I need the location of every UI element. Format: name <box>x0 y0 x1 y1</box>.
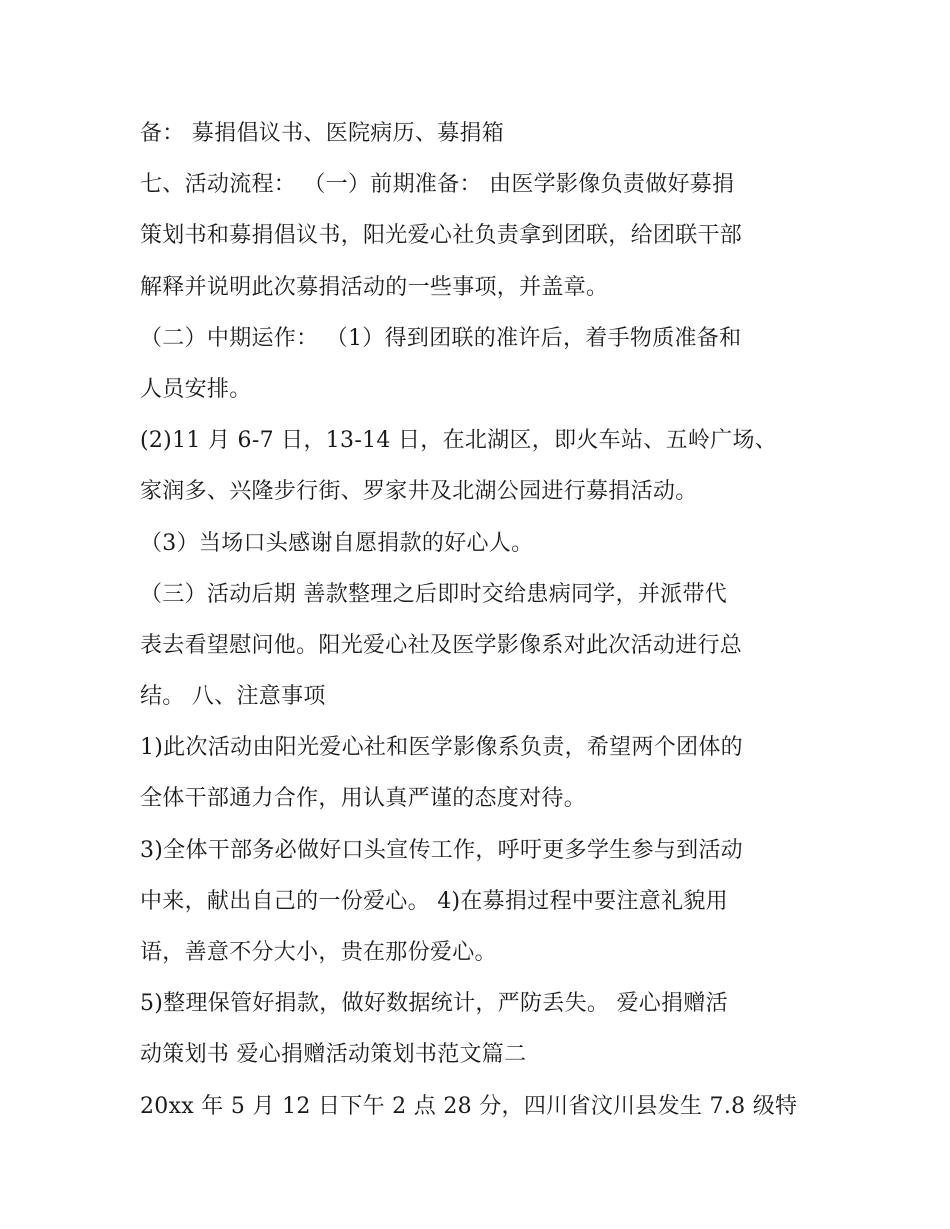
text-line: 1)此次活动由阳光爱心社和医学影像系负责，希望两个团体的 <box>140 735 743 761</box>
text-line: 5)整理保管好捐款，做好数据统计，严防丢失。 爱心捐赠活 <box>140 991 728 1017</box>
text-line: 3)全体干部务必做好口头宣传工作，呼吁更多学生参与到活动 <box>140 837 743 863</box>
text-line: 七、活动流程： （一）前期准备： 由医学影像负责做好募捐 <box>140 172 735 198</box>
text-line: 语，善意不分大小，贵在那份爱心。 <box>140 940 497 965</box>
text-line: 动策划书 爱心捐赠活动策划书范文篇二 <box>140 1042 527 1068</box>
text-line: 备： 募捐倡议书、医院病历、募捐箱 <box>140 121 505 146</box>
text-line: 全体干部通力合作，用认真严谨的态度对待。 <box>140 786 587 812</box>
text-line: 人员安排。 <box>140 376 252 402</box>
text-line: （三）活动后期 善款整理之后即时交给患病同学，并派带代 <box>140 581 728 607</box>
document-body <box>140 108 830 1132</box>
text-line: 结。 八、注意事项 <box>140 684 326 710</box>
text-line: 20xx 年 5 月 12 日下午 2 点 28 分，四川省汶川县发生 7.8 级特 <box>140 1093 798 1119</box>
text-line: （二）中期运作： （1）得到团联的准许后，着手物质准备和 <box>140 325 742 351</box>
text-line: （3）当场口头感谢自愿捐款的好心人。 <box>140 530 534 556</box>
text-line: (2)11 月 6-7 日，13-14 日，在北湖区，即火车站、五岭广场、 <box>140 428 778 454</box>
text-line: 表去看望慰问他。阳光爱心社及医学影像系对此次活动进行总 <box>140 632 743 658</box>
text-line: 中来，献出自己的一份爱心。 4)在募捐过程中要注意礼貌用 <box>140 888 728 914</box>
text-line: 家润多、兴隆步行街、罗家井及北湖公园进行募捐活动。 <box>140 479 698 505</box>
text-line: 解释并说明此次募捐活动的一些事项，并盖章。 <box>140 274 609 300</box>
text-line: 策划书和募捐倡议书，阳光爱心社负责拿到团联，给团联干部 <box>140 223 743 249</box>
